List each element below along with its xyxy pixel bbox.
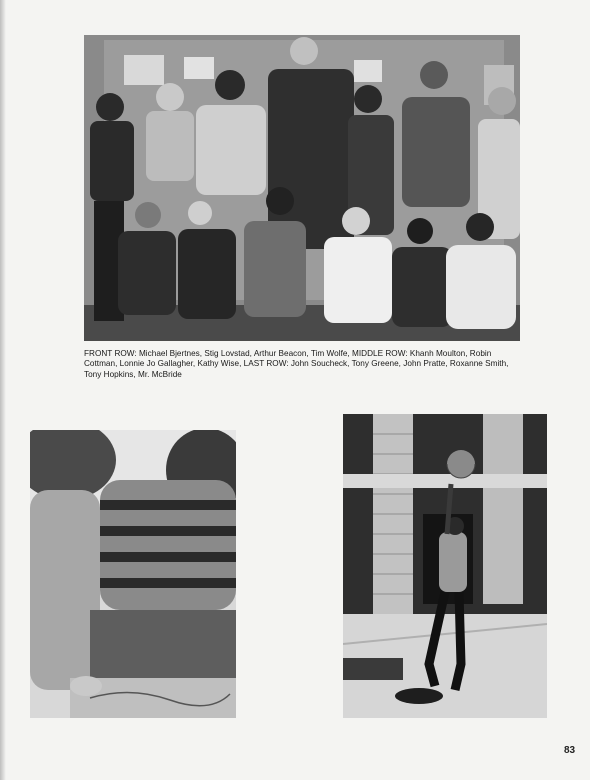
- photo-caption: FRONT ROW: Michael Bjertnes, Stig Lovstad, Arthur Beacon, Tim Wolfe, MIDDLE ROW: Khanh Moulton, Robin Cottman, Lonnie Jo Gallagher, Kathy Wise, LAST ROW: John Soucheck, Tony Greene, John Pratte, Roxanne Smith, Tony Hopkins, Mr. McBride: [84, 349, 509, 379]
- basketball-photo: [343, 414, 547, 718]
- students-working-photo: [30, 430, 236, 718]
- class-group-photo: [84, 35, 520, 341]
- page-edge-shadow: [0, 0, 6, 780]
- page-number: 83: [564, 745, 576, 756]
